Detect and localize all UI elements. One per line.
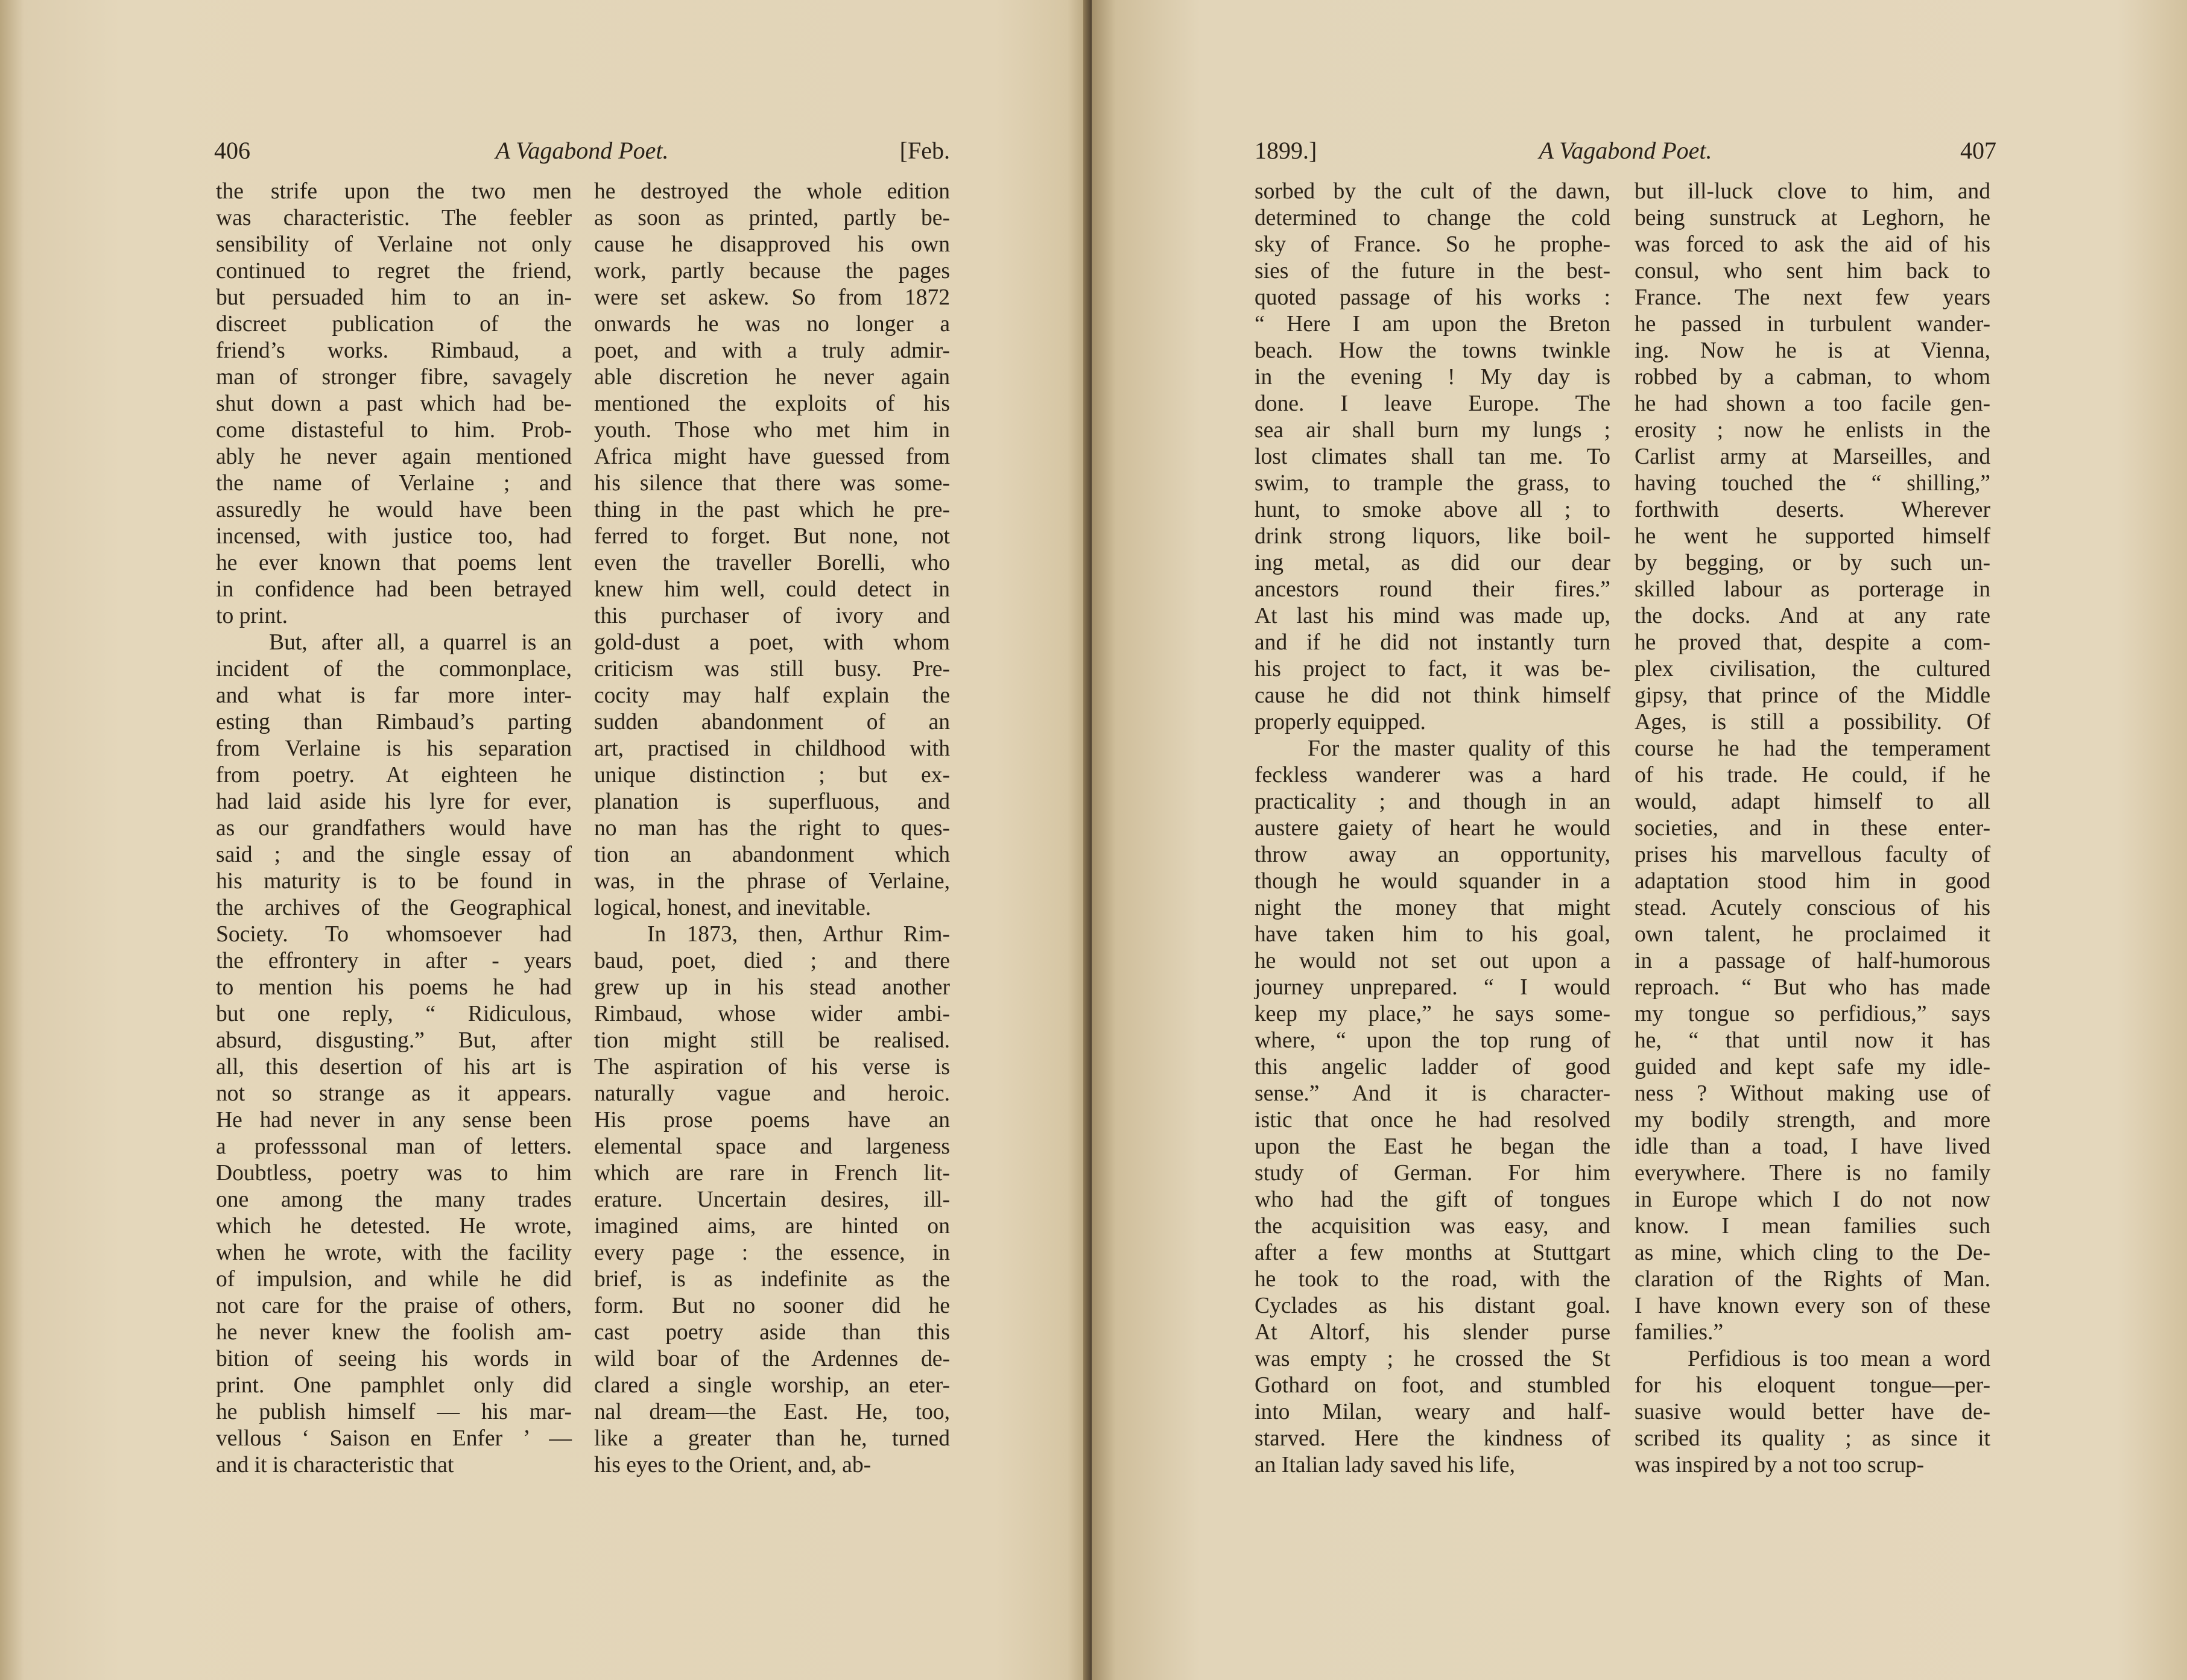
text-line: his project to fact, it was be-: [1255, 657, 1610, 681]
text-line: vellous ‘ Saison en Enfer ’ —: [216, 1426, 572, 1451]
text-line: tion might still be realised.: [594, 1028, 950, 1053]
text-line: was, in the phrase of Verlaine,: [594, 869, 950, 894]
page-number: 407: [1960, 137, 1996, 164]
text-line: consul, who sent him back to: [1635, 259, 1990, 283]
text-line: a professsonal man of letters.: [216, 1134, 572, 1159]
text-line: as our grandfathers would have: [216, 816, 572, 841]
text-line: ferred to forget. But none, not: [594, 524, 950, 549]
text-line: sky of France. So he prophe-: [1255, 232, 1610, 257]
right-page-column-2: [1635, 178, 1990, 1479]
text-line: was empty ; he crossed the St: [1255, 1347, 1610, 1371]
text-line: nal dream—the East. He, too,: [594, 1400, 950, 1424]
text-line: even the traveller Borelli, who: [594, 551, 950, 575]
text-line: which are rare in French lit-: [594, 1161, 950, 1186]
text-line: plex civilisation, the cultured: [1635, 657, 1990, 681]
text-line: he would not set out upon a: [1255, 949, 1610, 973]
text-line: in confidence had been betrayed: [216, 577, 572, 602]
text-line: being sunstruck at Leghorn, he: [1635, 206, 1990, 230]
text-line: brief, is as indefinite as the: [594, 1267, 950, 1292]
text-line: At Altorf, his slender purse: [1255, 1320, 1610, 1345]
text-line: knew him well, could detect in: [594, 577, 950, 602]
text-line: sea air shall burn my lungs ;: [1255, 418, 1610, 443]
text-line: after a few months at Stuttgart: [1255, 1240, 1610, 1265]
text-line: able discretion he never again: [594, 365, 950, 390]
text-line: throw away an opportunity,: [1255, 842, 1610, 867]
text-line: all, this desertion of his art is: [216, 1055, 572, 1079]
text-line: hunt, to smoke above all ; to: [1255, 497, 1610, 522]
text-line: scribed its quality ; as since it: [1635, 1426, 1990, 1451]
text-line: have taken him to his goal,: [1255, 922, 1610, 947]
text-line: sense.” And it is character-: [1255, 1081, 1610, 1106]
text-line: feckless wanderer was a hard: [1255, 763, 1610, 788]
text-line: as soon as printed, partly be-: [594, 206, 950, 230]
text-line: Ages, is still a possibility. Of: [1635, 710, 1990, 734]
text-line: for his eloquent tongue—per-: [1635, 1373, 1990, 1398]
text-line: I have known every son of these: [1635, 1293, 1990, 1318]
text-line: ness ? Without making use of: [1635, 1081, 1990, 1106]
text-line: properly equipped.: [1255, 710, 1426, 734]
text-line: Perfidious is too mean a word: [1688, 1347, 1990, 1371]
text-line: incident of the commonplace,: [216, 657, 572, 681]
text-line: he, “ that until now it has: [1635, 1028, 1990, 1053]
text-line: “ Here I am upon the Breton: [1255, 312, 1610, 336]
text-line: study of German. For him: [1255, 1161, 1610, 1186]
text-line: the docks. And at any rate: [1635, 604, 1990, 628]
text-line: absurd, disgusting.” But, after: [216, 1028, 572, 1053]
text-line: but persuaded him to an in-: [216, 285, 572, 310]
text-line: but ill-luck clove to him, and: [1635, 179, 1990, 204]
text-line: he never knew the foolish am-: [216, 1320, 572, 1345]
text-line: man of stronger fibre, savagely: [216, 365, 572, 390]
right-page-column-1: [1255, 178, 1610, 1479]
text-line: Cyclades as his distant goal.: [1255, 1293, 1610, 1318]
text-line: the archives of the Geographical: [216, 895, 572, 920]
text-line: continued to regret the friend,: [216, 259, 572, 283]
text-line: swim, to trample the grass, to: [1255, 471, 1610, 496]
text-line: work, partly because the pages: [594, 259, 950, 283]
text-line: bition of seeing his words in: [216, 1347, 572, 1371]
text-line: art, practised in childhood with: [594, 736, 950, 761]
text-line: practicality ; and though in an: [1255, 789, 1610, 814]
text-line: austere gaiety of heart he would: [1255, 816, 1610, 841]
text-line: criticism was still busy. Pre-: [594, 657, 950, 681]
text-line: upon the East he began the: [1255, 1134, 1610, 1159]
text-line: and it is characteristic that: [216, 1453, 454, 1477]
text-line: clared a single worship, an eter-: [594, 1373, 950, 1398]
text-line: he destroyed the whole edition: [594, 179, 950, 204]
text-line: lost climates shall tan me. To: [1255, 444, 1610, 469]
text-line: were set askew. So from 1872: [594, 285, 950, 310]
text-line: he ever known that poems lent: [216, 551, 572, 575]
text-line: Africa might have guessed from: [594, 444, 950, 469]
text-line: cocity may half explain the: [594, 683, 950, 708]
text-line: thing in the past which he pre-: [594, 497, 950, 522]
text-line: idle than a toad, I have lived: [1635, 1134, 1990, 1159]
text-line: ancestors round their fires.”: [1255, 577, 1610, 602]
text-line: no man has the right to ques-: [594, 816, 950, 841]
text-line: done. I leave Europe. The: [1255, 391, 1610, 416]
text-line: ing metal, as did our dear: [1255, 551, 1610, 575]
text-line: in the evening ! My day is: [1255, 365, 1610, 390]
text-line: His prose poems have an: [594, 1108, 950, 1132]
text-line: assuredly he would have been: [216, 497, 572, 522]
text-line: Carlist army at Marseilles, and: [1635, 444, 1990, 469]
text-line: suasive would better have de-: [1635, 1400, 1990, 1424]
text-line: onwards he was no longer a: [594, 312, 950, 336]
text-line: incensed, with justice too, had: [216, 524, 572, 549]
text-line: discreet publication of the: [216, 312, 572, 336]
text-line: cast poetry aside than this: [594, 1320, 950, 1345]
text-line: But, after all, a quarrel is an: [269, 630, 572, 655]
text-line: to print.: [216, 604, 288, 628]
text-line: was forced to ask the aid of his: [1635, 232, 1990, 257]
text-line: sorbed by the cult of the dawn,: [1255, 179, 1610, 204]
text-line: In 1873, then, Arthur Rim-: [647, 922, 950, 947]
text-line: which he detested. He wrote,: [216, 1214, 572, 1239]
text-line: sensibility of Verlaine not only: [216, 232, 572, 257]
text-line: journey unprepared. “ I would: [1255, 975, 1610, 1000]
text-line: gipsy, that prince of the Middle: [1635, 683, 1990, 708]
text-line: families.”: [1635, 1320, 1724, 1345]
text-line: having touched the “ shilling,”: [1635, 471, 1990, 496]
text-line: his silence that there was some-: [594, 471, 950, 496]
text-line: grew up in his stead another: [594, 975, 950, 1000]
text-line: though he would squander in a: [1255, 869, 1610, 894]
text-line: where, “ upon the top rung of: [1255, 1028, 1610, 1053]
text-line: erature. Uncertain desires, ill-: [594, 1187, 950, 1212]
text-line: an Italian lady saved his life,: [1255, 1453, 1516, 1477]
text-line: like a greater than he, turned: [594, 1426, 950, 1451]
text-line: not care for the praise of others,: [216, 1293, 572, 1318]
text-line: the name of Verlaine ; and: [216, 471, 572, 496]
right-page: [1092, 0, 2187, 1680]
text-line: one among the many trades: [216, 1187, 572, 1212]
text-line: everywhere. There is no family: [1635, 1161, 1990, 1186]
text-line: was characteristic. The feebler: [216, 206, 572, 230]
text-line: baud, poet, died ; and there: [594, 949, 950, 973]
text-line: was inspired by a not too scrup-: [1635, 1453, 1925, 1477]
text-line: had laid aside his lyre for ever,: [216, 789, 572, 814]
running-title: A Vagabond Poet.: [495, 137, 669, 164]
text-line: esting than Rimbaud’s parting: [216, 710, 572, 734]
text-line: in a passage of half-humorous: [1635, 949, 1990, 973]
running-title: A Vagabond Poet.: [1539, 137, 1712, 164]
text-line: stead. Acutely conscious of his: [1635, 895, 1990, 920]
text-line: friend’s works. Rimbaud, a: [216, 338, 572, 363]
text-line: as mine, which cling to the De-: [1635, 1240, 1990, 1265]
text-line: he had shown a too facile gen-: [1635, 391, 1990, 416]
text-line: beach. How the towns twinkle: [1255, 338, 1610, 363]
date-mark: [Feb.: [899, 137, 950, 164]
text-line: this angelic ladder of good: [1255, 1055, 1610, 1079]
text-line: poet, and with a truly admir-: [594, 338, 950, 363]
text-line: in Europe which I do not now: [1635, 1187, 1990, 1212]
text-line: naturally vague and heroic.: [594, 1081, 950, 1106]
left-page-header: [214, 134, 950, 168]
text-line: he proved that, despite a com-: [1635, 630, 1990, 655]
text-line: of impulsion, and while he did: [216, 1267, 572, 1292]
text-line: form. But no sooner did he: [594, 1293, 950, 1318]
text-line: reproach. “ But who has made: [1635, 975, 1990, 1000]
text-line: At last his mind was made up,: [1255, 604, 1610, 628]
text-line: own talent, he proclaimed it: [1635, 922, 1990, 947]
text-line: the effrontery in after - years: [216, 949, 572, 973]
right-page-header: [1255, 134, 1996, 168]
text-line: said ; and the single essay of: [216, 842, 572, 867]
text-line: unique distinction ; but ex-: [594, 763, 950, 788]
text-line: he passed in turbulent wander-: [1635, 312, 1990, 336]
text-line: quoted passage of his works :: [1255, 285, 1610, 310]
text-line: print. One pamphlet only did: [216, 1373, 572, 1398]
text-line: adaptation stood him in good: [1635, 869, 1990, 894]
text-line: would, adapt himself to all: [1635, 789, 1990, 814]
text-line: erosity ; now he enlists in the: [1635, 418, 1990, 443]
text-line: mentioned the exploits of his: [594, 391, 950, 416]
text-line: drink strong liquors, like boil-: [1255, 524, 1610, 549]
text-line: into Milan, weary and half-: [1255, 1400, 1610, 1424]
text-line: ably he never again mentioned: [216, 444, 572, 469]
text-line: sudden abandonment of an: [594, 710, 950, 734]
text-line: know. I mean families such: [1635, 1214, 1990, 1239]
text-line: his eyes to the Orient, and, ab-: [594, 1453, 872, 1477]
text-line: cause he did not think himself: [1255, 683, 1610, 708]
left-page: [0, 0, 1092, 1680]
text-line: societies, and in these enter-: [1635, 816, 1990, 841]
text-line: from Verlaine is his separation: [216, 736, 572, 761]
text-line: Society. To whomsoever had: [216, 922, 572, 947]
text-line: my tongue so perfidious,” says: [1635, 1002, 1990, 1026]
text-line: He had never in any sense been: [216, 1108, 572, 1132]
text-line: he went he supported himself: [1635, 524, 1990, 549]
text-line: ing. Now he is at Vienna,: [1635, 338, 1990, 363]
text-line: by begging, or by such un-: [1635, 551, 1990, 575]
text-line: claration of the Rights of Man.: [1635, 1267, 1990, 1292]
text-line: and what is far more inter-: [216, 683, 572, 708]
text-line: this purchaser of ivory and: [594, 604, 950, 628]
date-mark: 1899.]: [1255, 137, 1317, 164]
text-line: and if he did not instantly turn: [1255, 630, 1610, 655]
left-page-column-1: [216, 178, 572, 1479]
text-line: come distasteful to him. Prob-: [216, 418, 572, 443]
text-line: the strife upon the two men: [216, 179, 572, 204]
text-line: who had the gift of tongues: [1255, 1187, 1610, 1212]
text-line: he took to the road, with the: [1255, 1267, 1610, 1292]
page-number: 406: [214, 137, 250, 164]
text-line: guided and kept safe my idle-: [1635, 1055, 1990, 1079]
text-line: istic that once he had resolved: [1255, 1108, 1610, 1132]
text-line: The aspiration of his verse is: [594, 1055, 950, 1079]
text-line: France. The next few years: [1635, 285, 1990, 310]
text-line: determined to change the cold: [1255, 206, 1610, 230]
text-line: when he wrote, with the facility: [216, 1240, 572, 1265]
text-line: cause he disapproved his own: [594, 232, 950, 257]
text-line: sies of the future in the best-: [1255, 259, 1610, 283]
text-line: not so strange as it appears.: [216, 1081, 572, 1106]
text-line: prises his marvellous faculty of: [1635, 842, 1990, 867]
text-line: forthwith deserts. Wherever: [1635, 497, 1990, 522]
text-line: but one reply, “ Ridiculous,: [216, 1002, 572, 1026]
text-line: keep my place,” he says some-: [1255, 1002, 1610, 1026]
text-line: skilled labour as porterage in: [1635, 577, 1990, 602]
text-line: shut down a past which had be-: [216, 391, 572, 416]
text-line: planation is superfluous, and: [594, 789, 950, 814]
text-line: night the money that might: [1255, 895, 1610, 920]
text-line: robbed by a cabman, to whom: [1635, 365, 1990, 390]
text-line: Gothard on foot, and stumbled: [1255, 1373, 1610, 1398]
text-line: Rimbaud, whose wider ambi-: [594, 1002, 950, 1026]
text-line: from poetry. At eighteen he: [216, 763, 572, 788]
text-line: gold-dust a poet, with whom: [594, 630, 950, 655]
text-line: his maturity is to be found in: [216, 869, 572, 894]
text-line: starved. Here the kindness of: [1255, 1426, 1610, 1451]
text-line: every page : the essence, in: [594, 1240, 950, 1265]
text-line: my bodily strength, and more: [1635, 1108, 1990, 1132]
text-line: course he had the temperament: [1635, 736, 1990, 761]
text-line: wild boar of the Ardennes de-: [594, 1347, 950, 1371]
text-line: youth. Those who met him in: [594, 418, 950, 443]
text-line: of his trade. He could, if he: [1635, 763, 1990, 788]
text-line: imagined aims, are hinted on: [594, 1214, 950, 1239]
text-line: elemental space and largeness: [594, 1134, 950, 1159]
text-line: tion an abandonment which: [594, 842, 950, 867]
text-line: the acquisition was easy, and: [1255, 1214, 1610, 1239]
text-line: to mention his poems he had: [216, 975, 572, 1000]
text-line: For the master quality of this: [1308, 736, 1610, 761]
text-line: Doubtless, poetry was to him: [216, 1161, 572, 1186]
left-page-column-2: [594, 178, 950, 1479]
text-line: logical, honest, and inevitable.: [594, 895, 872, 920]
text-line: he publish himself — his mar-: [216, 1400, 572, 1424]
